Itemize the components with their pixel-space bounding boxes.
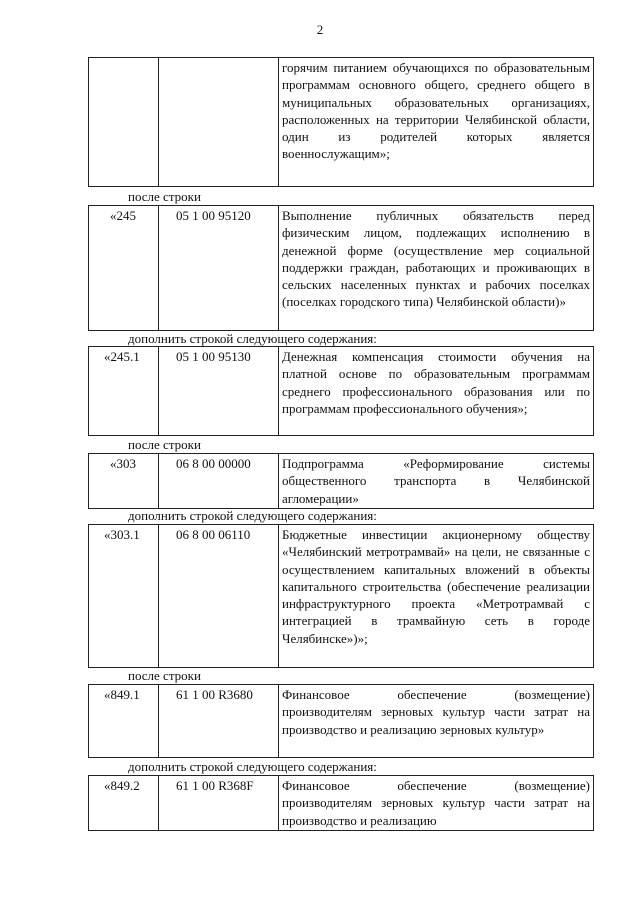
row-text: Финансовое обеспечение (возмещение) производителям зерновых культур части затрат на производство и реализацию — [282, 778, 590, 828]
cell-code — [159, 58, 279, 187]
cell-code — [159, 525, 279, 668]
page-number: 2 — [316, 22, 324, 37]
row-text: Бюджетные инвестиции акционерному обществу «Челябинский метротрамвай» на цели, не связанные с осуществлением капитальных вложений в объекты капитального строительства (обеспечение реализации инфраструктурного проекта «Метротрамвай с интеграцией в трамвайную сеть в городе Челябинске»)»; — [282, 527, 590, 646]
table-row-303-1 — [88, 524, 594, 668]
instruction-add-row: дополнить строкой следующего содержания: — [128, 331, 377, 346]
cell-text — [279, 525, 594, 668]
row-code: 61 1 00 R368F — [176, 778, 254, 793]
cell-text — [279, 347, 594, 436]
cell-number — [89, 58, 159, 187]
instruction-after-row: после строки — [128, 668, 201, 683]
instruction-add-row: дополнить строкой следующего содержания: — [128, 759, 377, 774]
row-text: Выполнение публичных обязательств перед физическим лицом, подлежащих исполнению в денежной форме (осуществление мер социальной поддержки граждан, работающих и проживающих в сельских населенных пунктах и рабочих поселках (поселках городского типа) Челябинской области)» — [282, 208, 590, 310]
cell-number — [89, 347, 159, 436]
row-code: 61 1 00 R3680 — [176, 687, 253, 702]
row-code: 06 8 00 00000 — [176, 456, 251, 471]
table-row — [89, 454, 594, 509]
table-row-303 — [88, 453, 594, 509]
row-number: «303 — [110, 456, 136, 471]
row-code: 06 8 00 06110 — [176, 527, 251, 542]
table-row-245-1 — [88, 346, 594, 436]
row-code: 05 1 00 95120 — [176, 208, 251, 223]
cell-number — [89, 454, 159, 509]
cell-text — [279, 454, 594, 509]
row-number: «303.1 — [104, 527, 140, 542]
table-row — [89, 776, 594, 831]
instruction-add-row: дополнить строкой следующего содержания: — [128, 508, 377, 523]
table-row — [89, 206, 594, 331]
table-row-849-2 — [88, 775, 594, 831]
row-number: «849.1 — [104, 687, 140, 702]
cell-text — [279, 58, 594, 187]
row-text: Финансовое обеспечение (возмещение) производителям зерновых культур части затрат на производство и реализацию зерновых культур» — [282, 687, 590, 737]
cell-number — [89, 776, 159, 831]
row-number: «245 — [110, 208, 136, 223]
instruction-after-row: после строки — [128, 189, 201, 204]
instruction-after-row: после строки — [128, 437, 201, 452]
cell-code — [159, 776, 279, 831]
cell-text — [279, 685, 594, 758]
row-number: «245.1 — [104, 349, 140, 364]
row-text: горячим питанием обучающихся по образовательным программам основного общего, среднего общего в муниципальных образовательных организациях, расположенных на территории Челябинской области, один из родителей которых является военнослужащим»; — [282, 60, 590, 162]
table-row — [89, 58, 594, 187]
cell-code — [159, 685, 279, 758]
row-code: 05 1 00 95130 — [176, 349, 251, 364]
row-text: Денежная компенсация стоимости обучения на платной основе по образовательным программам среднего профессионального образования или по программам профессионального обучения»; — [282, 349, 590, 416]
cell-code — [159, 347, 279, 436]
cell-number — [89, 525, 159, 668]
cell-text — [279, 776, 594, 831]
table-fragment-top — [88, 57, 594, 187]
row-text: Подпрограмма «Реформирование системы общественного транспорта в Челябинской агломерации» — [282, 456, 590, 506]
row-number: «849.2 — [104, 778, 140, 793]
table-row-245 — [88, 205, 594, 331]
cell-number — [89, 206, 159, 331]
table-row — [89, 685, 594, 758]
table-row-849-1 — [88, 684, 594, 758]
table-row — [89, 525, 594, 668]
cell-code — [159, 454, 279, 509]
table-row — [89, 347, 594, 436]
cell-text — [279, 206, 594, 331]
cell-code — [159, 206, 279, 331]
cell-number — [89, 685, 159, 758]
